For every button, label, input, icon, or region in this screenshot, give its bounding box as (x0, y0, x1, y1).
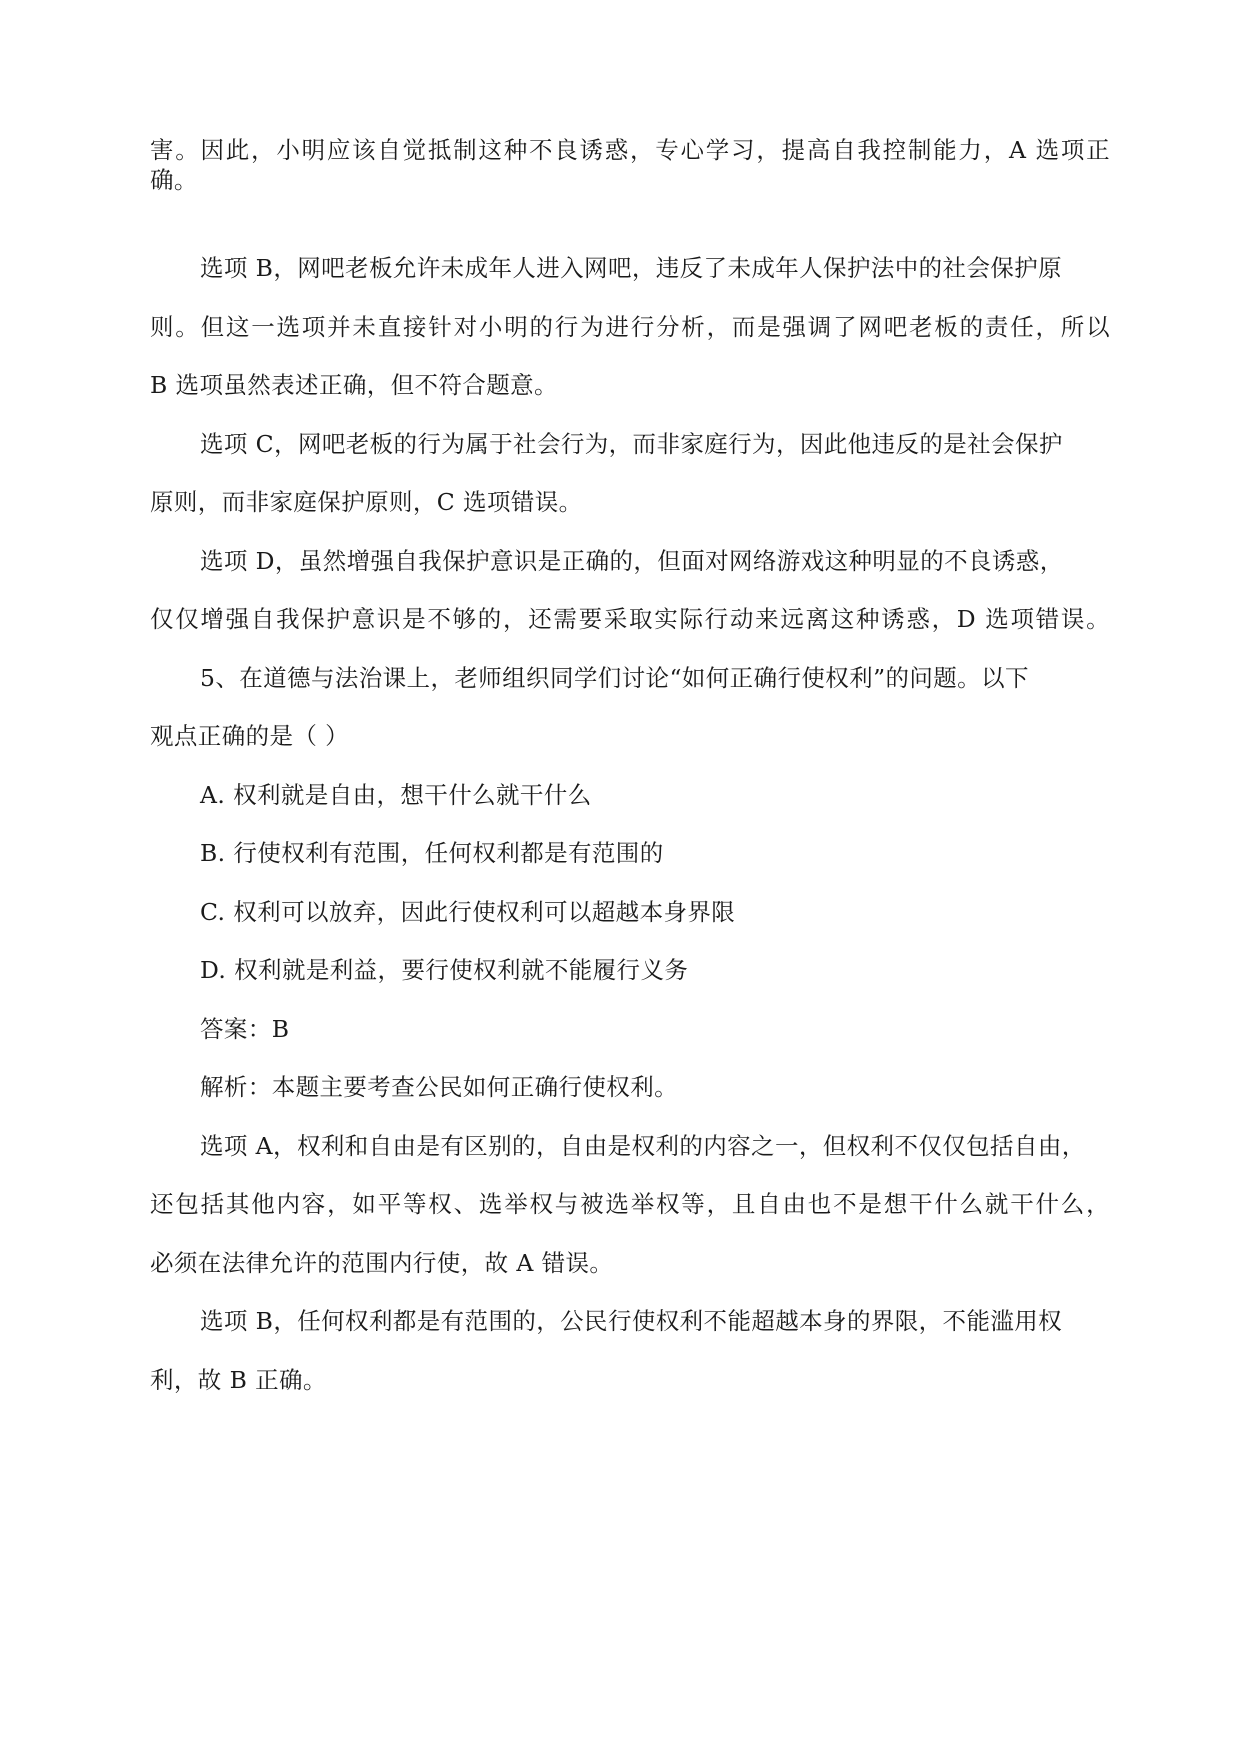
text-line: 利，故 B 正确。 (150, 1366, 327, 1394)
text-line: B 选项虽然表述正确，但不符合题意。 (150, 371, 558, 399)
option-d: D. 权利就是利益，要行使权利就不能履行义务 (200, 956, 689, 984)
option-c: C. 权利可以放弃，因此行使权利可以超越本身界限 (200, 898, 736, 926)
text-line: 确。 (150, 166, 198, 194)
text-line: 选项 B，网吧老板允许未成年人进入网吧，违反了未成年人保护法中的社会保护原 (200, 254, 1063, 282)
analysis-line: 解析：本题主要考查公民如何正确行使权利。 (200, 1073, 678, 1101)
question-line: 5、在道德与法治课上，老师组织同学们讨论“如何正确行使权利”的问题。以下 (200, 664, 1029, 692)
option-a: A. 权利就是自由，想干什么就干什么 (200, 781, 592, 809)
text-line: 则。但这一选项并未直接针对小明的行为进行分析，而是强调了网吧老板的责任，所以 (150, 313, 1110, 341)
text-line: 原则，而非家庭保护原则，C 选项错误。 (150, 488, 583, 516)
text-line: 必须在法律允许的范围内行使，故 A 错误。 (150, 1249, 614, 1277)
text-line: 选项 D，虽然增强自我保护意识是正确的，但面对网络游戏这种明显的不良诱惑， (200, 547, 1064, 575)
question-line: 观点正确的是（ ） (150, 722, 350, 750)
answer-line: 答案：B (200, 1015, 290, 1043)
text-line: 害。因此，小明应该自觉抵制这种不良诱惑，专心学习，提高自我控制能力，A 选项正 (150, 136, 1110, 164)
option-b: B. 行使权利有范围，任何权利都是有范围的 (200, 839, 664, 867)
text-line: 选项 C，网吧老板的行为属于社会行为，而非家庭行为，因此他违反的是社会保护 (200, 430, 1063, 458)
text-line: 选项 A，权利和自由是有区别的，自由是权利的内容之一，但权利不仅仅包括自由， (200, 1132, 1086, 1160)
text-line: 选项 B，任何权利都是有范围的，公民行使权利不能超越本身的界限，不能滥用权 (200, 1307, 1063, 1335)
text-line: 仅仅增强自我保护意识是不够的，还需要采取实际行动来远离这种诱惑，D 选项错误。 (150, 605, 1110, 633)
text-line: 还包括其他内容，如平等权、选举权与被选举权等，且自由也不是想干什么就干什么， (150, 1190, 1110, 1218)
